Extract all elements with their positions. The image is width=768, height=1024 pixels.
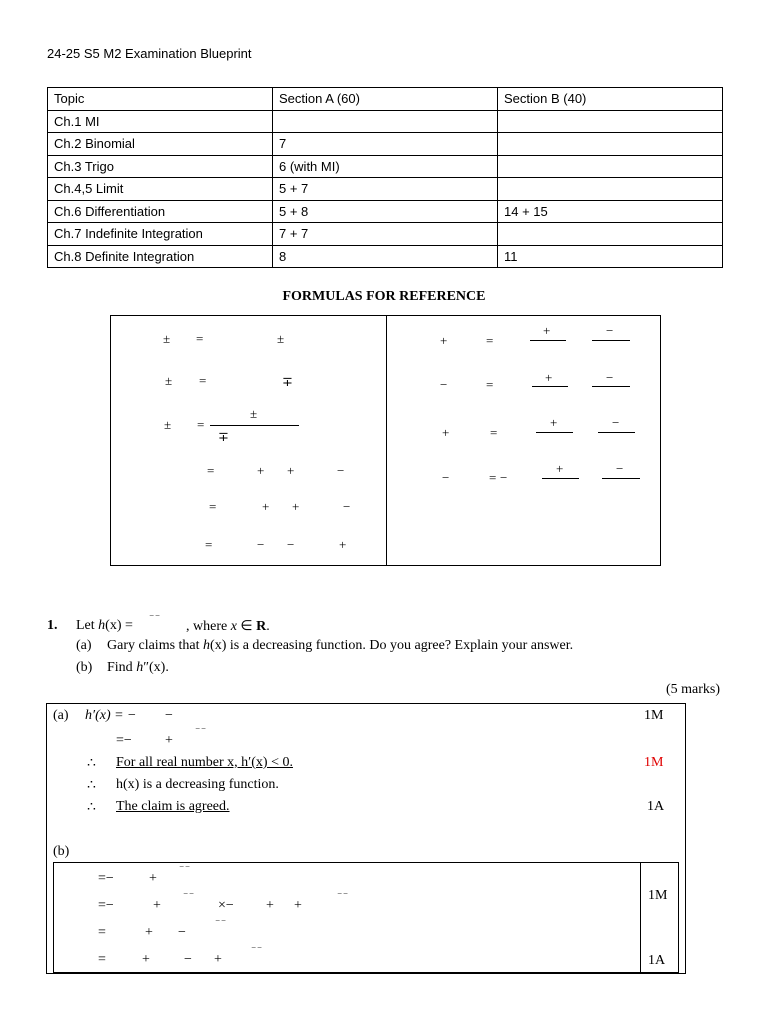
table-cell: Ch.3 Trigo: [48, 155, 273, 178]
question-intro-pre: Let: [76, 618, 99, 633]
table-cell: [498, 133, 723, 156]
omitted-expression: ‾ ‾: [216, 921, 226, 932]
plus-symbol: +: [442, 425, 450, 440]
part-a-label: (a): [76, 638, 92, 653]
equals-symbol: =: [196, 331, 204, 346]
omitted-expression: ‾ ‾: [196, 729, 206, 740]
table-cell: 6 (with MI): [273, 155, 498, 178]
table-cell: [498, 155, 723, 178]
minus-symbol: −: [343, 499, 351, 514]
plus-symbol: +: [292, 499, 300, 514]
minus-symbol: −: [500, 470, 508, 485]
table-cell: Ch.1 MI: [48, 110, 273, 133]
question-number: 1.: [47, 618, 58, 633]
function-h: h: [98, 618, 106, 633]
minus-symbol: −: [178, 925, 186, 940]
plus-symbol: +: [266, 898, 274, 913]
plus-symbol: +: [153, 898, 161, 913]
table-row: [48, 110, 723, 133]
omitted-expression: ‾ ‾: [180, 867, 190, 878]
omitted-expression: ‾ ‾: [196, 704, 206, 715]
domain-end: .: [266, 619, 270, 634]
fraction-bar: [602, 478, 640, 479]
times-minus: ×−: [218, 898, 234, 913]
question-intro: [76, 618, 133, 634]
table-cell: [498, 178, 723, 201]
solution-a-label: (a): [53, 708, 69, 723]
minus-symbol: −: [606, 323, 614, 338]
solution-b-divider: [640, 862, 641, 972]
table-row: [48, 200, 723, 223]
table-cell: 8: [273, 245, 498, 268]
equals-symbol: =: [205, 537, 213, 552]
table-row: [48, 223, 723, 246]
plus-symbol: +: [339, 537, 347, 552]
plus-symbol: +: [543, 323, 551, 338]
plus-symbol: +: [545, 370, 553, 385]
table-cell: 5 + 7: [273, 178, 498, 201]
table-cell: Ch.4,5 Limit: [48, 178, 273, 201]
plus-symbol: +: [257, 463, 265, 478]
omitted-expression: ‾ ‾: [252, 948, 262, 959]
fraction-bar: [536, 432, 573, 433]
fraction-bar: [592, 340, 630, 341]
equals-symbol: =: [486, 377, 494, 392]
table-cell: Ch.8 Definite Integration: [48, 245, 273, 268]
part-b-text: Find h″(x).: [107, 660, 169, 675]
formulas-heading: FORMULAS FOR REFERENCE: [282, 289, 486, 304]
table-cell: 7: [273, 133, 498, 156]
plus-symbol: +: [294, 898, 302, 913]
table-cell: [498, 223, 723, 246]
equals-symbol: =: [209, 499, 217, 514]
table-header-cell: Topic: [48, 88, 273, 111]
table-row: [48, 155, 723, 178]
plus-symbol: +: [165, 733, 173, 748]
table-cell: [273, 110, 498, 133]
minus-symbol: −: [257, 537, 265, 552]
equals-symbol: =: [486, 333, 494, 348]
pm-symbol: ±: [165, 373, 173, 388]
b-equals-3: =: [98, 925, 106, 940]
plus-symbol: +: [556, 461, 564, 476]
omitted-expression: ‾ ‾: [150, 616, 160, 627]
blueprint-table: [47, 87, 723, 268]
fraction-bar: [530, 340, 566, 341]
table-cell: Ch.2 Binomial: [48, 133, 273, 156]
fraction-bar: [592, 386, 630, 387]
omitted-expression: ‾ ‾: [338, 894, 348, 905]
mark-1A: 1A: [647, 799, 665, 814]
plus-symbol: +: [214, 952, 222, 967]
plus-symbol: +: [440, 333, 448, 348]
minus-symbol: −: [165, 708, 173, 723]
equals-symbol: =: [207, 463, 215, 478]
part-b-label: (b): [76, 660, 93, 675]
table-cell: Ch.6 Differentiation: [48, 200, 273, 223]
plus-symbol: +: [145, 925, 153, 940]
domain-pre: , where: [186, 619, 231, 634]
solution-a-line2: =−: [116, 733, 132, 748]
therefore-symbol: ∴: [87, 778, 96, 793]
fraction-bar: [532, 386, 568, 387]
table-row: [48, 178, 723, 201]
table-header-cell: Section B (40): [498, 88, 723, 111]
solution-a-line4: h(x) is a decreasing function.: [116, 777, 279, 792]
mp-symbol: ∓: [282, 374, 293, 389]
function-arg: (x) =: [105, 618, 133, 633]
solution-a-line5: The claim is agreed.: [116, 799, 230, 814]
table-cell: 14 + 15: [498, 200, 723, 223]
plus-symbol: +: [287, 463, 295, 478]
b-equals-2: =−: [98, 898, 114, 913]
omitted-expression: ‾ ‾: [184, 894, 194, 905]
table-header-cell: Section A (60): [273, 88, 498, 111]
mark-1M: 1M: [644, 708, 664, 723]
pm-symbol: ±: [164, 417, 172, 432]
table-row: [48, 133, 723, 156]
minus-symbol: −: [287, 537, 295, 552]
plus-symbol: +: [262, 499, 270, 514]
pm-symbol: ±: [277, 331, 285, 346]
part-a-text: Gary claims that h(x) is a decreasing function. Do you agree? Explain your answer.: [107, 638, 574, 653]
solution-a-line3: For all real number x, h′(x) < 0.: [116, 755, 293, 770]
minus-symbol: −: [184, 952, 192, 967]
b-equals-1: =−: [98, 871, 114, 886]
table-cell: [498, 110, 723, 133]
fraction-bar: [542, 478, 579, 479]
question-domain: [186, 618, 270, 635]
solution-b-label: (b): [53, 844, 70, 859]
real-numbers: R: [256, 619, 267, 634]
table-cell: Ch.7 Indefinite Integration: [48, 223, 273, 246]
b-equals-4: =: [98, 952, 106, 967]
table-header-row: [48, 88, 723, 111]
fraction-bar: [210, 425, 299, 426]
minus-symbol: −: [440, 377, 448, 392]
therefore-symbol: ∴: [87, 800, 96, 815]
minus-symbol: −: [606, 370, 614, 385]
element-of: ∈: [236, 619, 257, 634]
plus-symbol: +: [149, 871, 157, 886]
plus-symbol: +: [550, 415, 558, 430]
pm-symbol: ±: [163, 331, 171, 346]
minus-symbol: −: [442, 470, 450, 485]
variable-x: x: [230, 619, 237, 634]
pm-symbol: ±: [250, 406, 258, 421]
formula-box-divider: [386, 315, 387, 566]
minus-symbol: −: [616, 461, 624, 476]
equals-symbol: =: [199, 373, 207, 388]
equals-symbol: =: [489, 470, 497, 485]
table-cell: 11: [498, 245, 723, 268]
b-mark-1M: 1M: [648, 888, 668, 903]
equals-symbol: =: [197, 417, 205, 432]
solution-a-line1: h′(x) = −: [85, 708, 137, 723]
fraction-bar: [598, 432, 635, 433]
table-row: [48, 245, 723, 268]
table-cell: 7 + 7: [273, 223, 498, 246]
plus-symbol: +: [142, 952, 150, 967]
minus-symbol: −: [337, 463, 345, 478]
document-title: 24-25 S5 M2 Examination Blueprint: [47, 46, 252, 61]
mark-1M-red: 1M: [644, 755, 664, 770]
table-cell: 5 + 8: [273, 200, 498, 223]
marks-label: (5 marks): [665, 682, 720, 697]
mp-symbol: ∓: [218, 429, 229, 444]
b-mark-1A: 1A: [648, 953, 666, 968]
equals-symbol: =: [490, 425, 498, 440]
minus-symbol: −: [612, 415, 620, 430]
therefore-symbol: ∴: [87, 756, 96, 771]
